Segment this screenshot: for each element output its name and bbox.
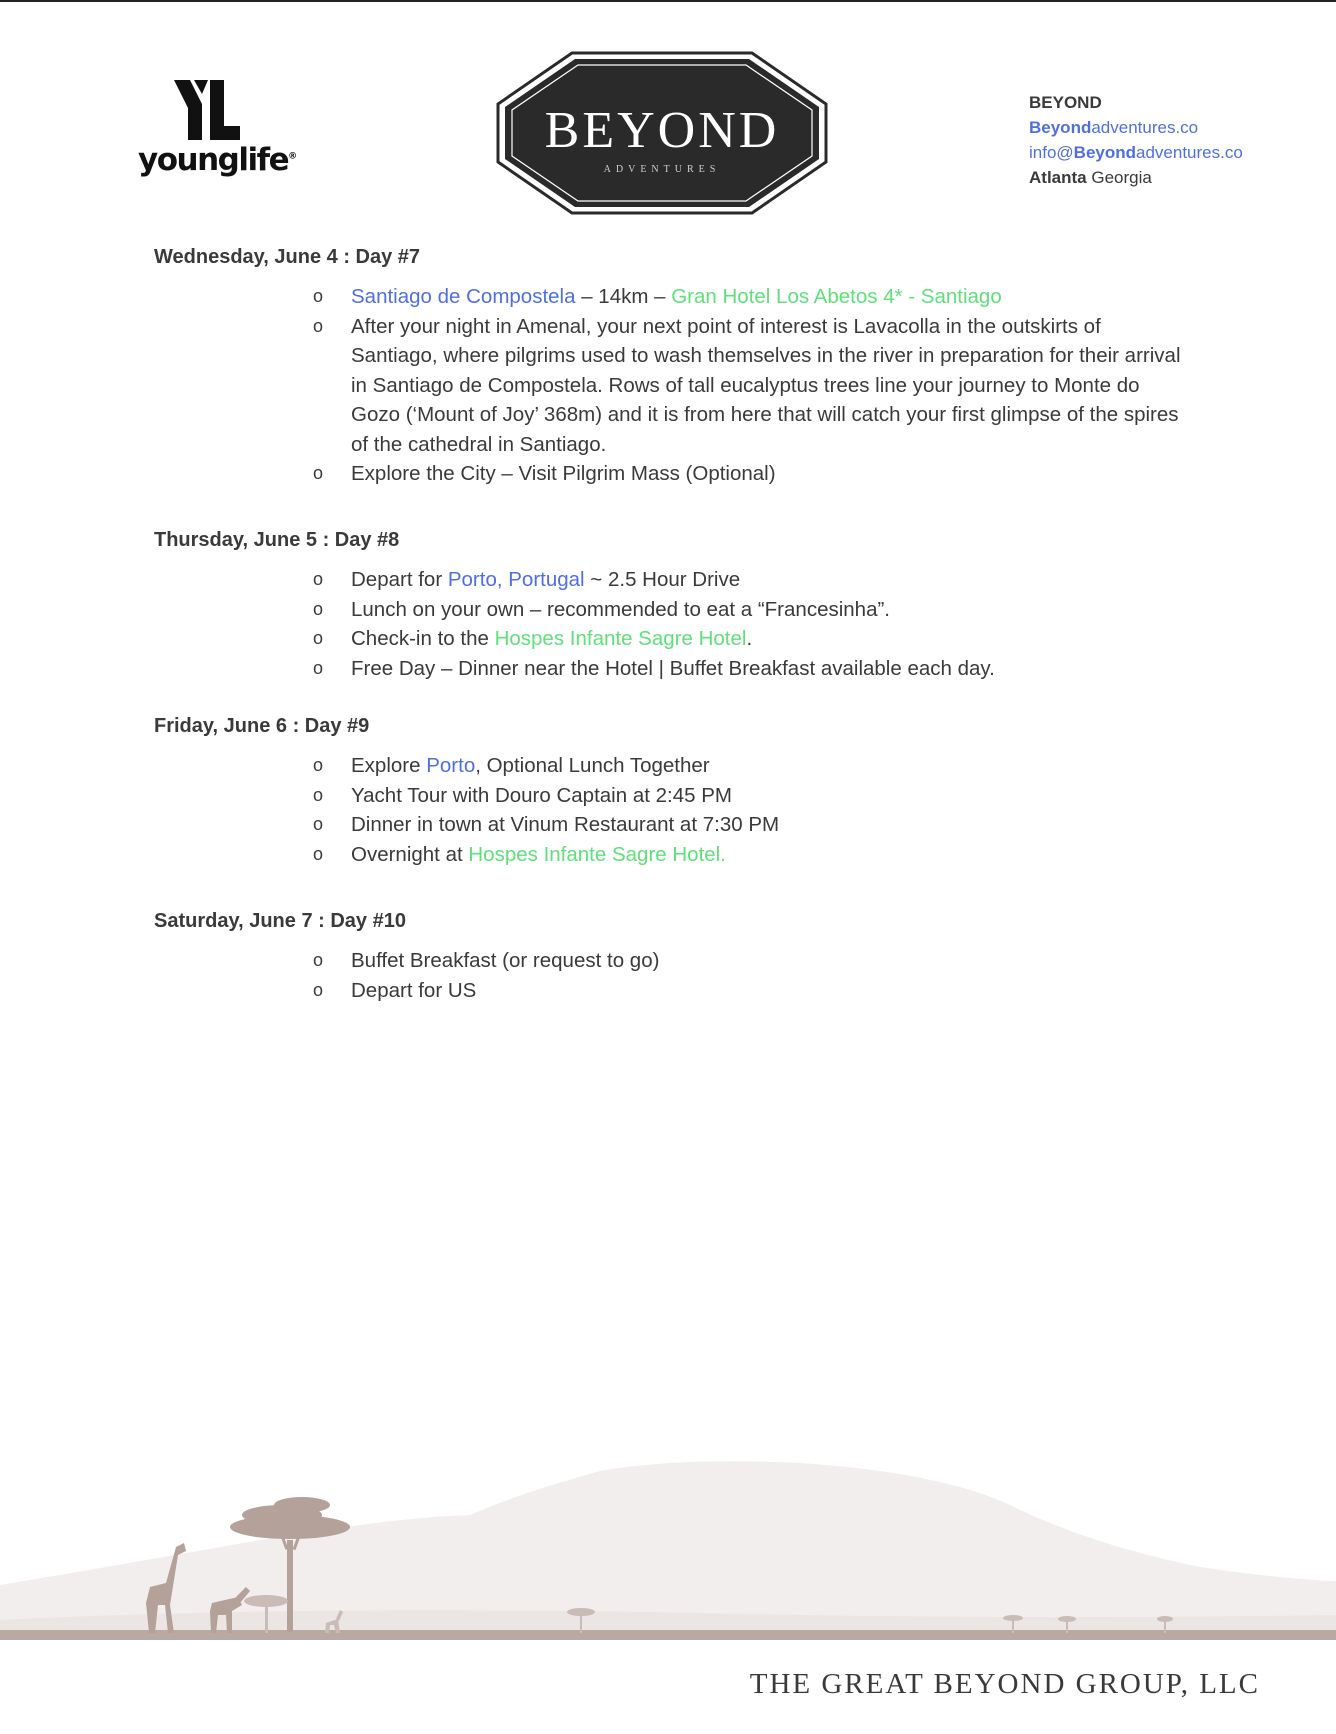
item-text: ~ 2.5 Hour Drive [584, 568, 741, 591]
email-link[interactable]: info@Beyondadventures.co [1029, 143, 1243, 162]
itinerary-item [313, 654, 1191, 684]
item-text: Explore [351, 754, 427, 777]
younglife-logo [138, 78, 298, 188]
circle-bullet-icon: o [313, 755, 324, 775]
day-title: Saturday, June 7 : Day #10 [154, 910, 406, 932]
item-text: Overnight at [351, 842, 469, 866]
place-link[interactable]: Santiago de Compostela [351, 285, 576, 308]
circle-bullet-icon: o [313, 628, 324, 648]
item-text: . [746, 627, 753, 650]
item-text: Depart for [351, 568, 448, 591]
hotel-link[interactable]: Hospes Infante Sagre Hotel [494, 627, 747, 650]
itinerary-item [313, 312, 1191, 460]
itinerary-item [313, 459, 1191, 489]
day-items [313, 751, 1191, 869]
item-text: Free Day – Dinner near the Hotel | Buffet Breakfast available each day. [351, 656, 995, 680]
place-link[interactable]: Porto, Portugal [447, 568, 585, 591]
item-text: Depart for US [351, 978, 477, 1002]
younglife-mark-icon [172, 78, 242, 142]
item-text: Buffet Breakfast (or request to go) [351, 949, 660, 972]
circle-bullet-icon: o [313, 657, 324, 678]
day-section [154, 713, 1194, 869]
itinerary-item [313, 282, 1191, 312]
itinerary-item [313, 946, 1191, 976]
contact-block [1029, 90, 1243, 190]
item-text: – 14km – [575, 285, 672, 308]
circle-bullet-icon: o [313, 569, 324, 589]
hotel-link[interactable]: Hospes Infante Sagre Hotel. [468, 842, 726, 866]
day-section [154, 527, 1194, 683]
circle-bullet-icon: o [313, 979, 324, 1000]
footer-company-name: THE GREAT BEYOND GROUP, LLC [749, 1668, 1260, 1700]
circle-bullet-icon: o [313, 315, 324, 336]
location: Atlanta Georgia [1029, 168, 1152, 187]
circle-bullet-icon: o [313, 784, 324, 805]
day-items [313, 282, 1191, 489]
item-text: Yacht Tour with Douro Captain at 2:45 PM [351, 783, 732, 807]
beyond-logo-subtitle: ADVENTURES [603, 164, 721, 175]
itinerary-item [313, 810, 1191, 840]
item-text: , Optional Lunch Together [475, 754, 710, 777]
itinerary-item [313, 751, 1191, 781]
younglife-wordmark: younglife® [138, 142, 298, 178]
day-title: Friday, June 6 : Day #9 [154, 715, 370, 737]
day-title: Wednesday, June 4 : Day #7 [154, 246, 421, 268]
day-title: Thursday, June 5 : Day #8 [154, 529, 400, 551]
item-text: Lunch on your own – recommended to eat a “Francesinha”. [351, 597, 890, 621]
beyond-logo-title: BEYOND [544, 102, 780, 159]
circle-bullet-icon: o [313, 463, 324, 483]
item-text: Dinner in town at Vinum Restaurant at 7:30 PM [351, 813, 780, 836]
day-items [313, 946, 1191, 1005]
company-name: BEYOND [1029, 93, 1102, 112]
item-text: Explore the City – Visit Pilgrim Mass (Optional) [351, 462, 776, 485]
item-text: After your night in Amenal, your next point of interest is Lavacolla in the outskirts of Santiago, where pilgrims used to wash themselves in the river in preparation for their arrival in Santiago de Compostela. Rows of tall eucalyptus trees line your journey to Monte do Gozo (‘Mount of Joy’ 368m) and it is from here that will catch your first glimpse of the spires of the cathedral in Santiago. [351, 314, 1181, 456]
place-link[interactable]: Porto [426, 754, 476, 777]
circle-bullet-icon: o [313, 286, 324, 306]
itinerary-item [313, 840, 1191, 870]
circle-bullet-icon: o [313, 814, 324, 834]
day-section [154, 908, 1194, 1005]
itinerary-item [313, 624, 1191, 654]
top-border [0, 0, 1336, 2]
circle-bullet-icon: o [313, 598, 324, 619]
website-link[interactable]: Beyondadventures.co [1029, 118, 1199, 137]
savanna-landscape-illustration [0, 1455, 1336, 1655]
day-items [313, 565, 1191, 683]
itinerary-item [313, 595, 1191, 625]
itinerary-item [313, 781, 1191, 811]
item-text: Check-in to the [351, 627, 495, 650]
itinerary-item [313, 565, 1191, 595]
circle-bullet-icon: o [313, 843, 324, 864]
beyond-adventures-logo [494, 50, 830, 216]
hotel-link[interactable]: Gran Hotel Los Abetos 4* - Santiago [671, 285, 1002, 308]
circle-bullet-icon: o [313, 950, 324, 970]
itinerary-item [313, 976, 1191, 1006]
day-section [154, 244, 1194, 489]
